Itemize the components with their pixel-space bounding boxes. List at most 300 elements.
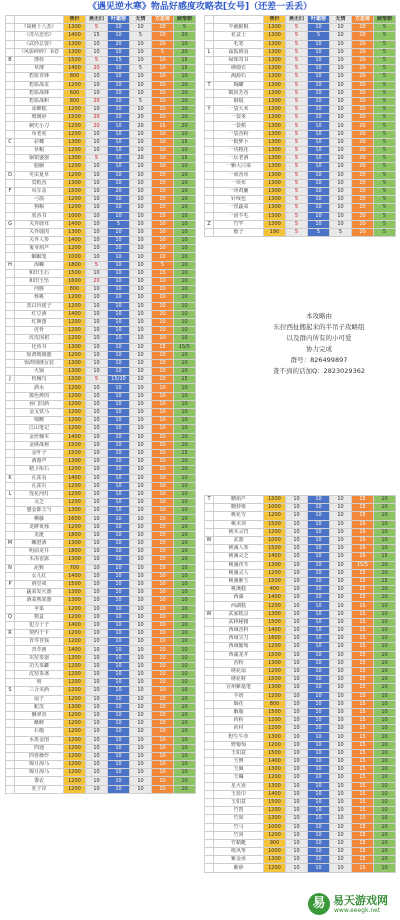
item-name: 苹果 [15,605,64,613]
group-letter [6,777,15,785]
item-name: 武器 [214,536,264,544]
group-letter [6,482,15,490]
fang-sinan-cell: 10 [152,65,174,73]
fang-sinan-cell: 10 [152,335,174,343]
yan-wugui-cell: 10 [286,839,308,847]
ye-shuanghan-cell: 10 [108,310,130,318]
yan-wugui-cell: 10 [86,621,108,629]
table-row [205,179,396,187]
ye-shuanghan-cell: 10 [308,798,330,806]
group-letter [6,531,15,539]
table-row [6,507,196,515]
gu-xizhao-cell: 5 [374,155,396,163]
group-letter [6,449,15,457]
wuqing-cell: 10 [130,384,152,392]
fang-sinan-cell: 10 [152,630,174,638]
header-cell-blank [6,16,15,24]
fang-sinan-cell: 10 [152,646,174,654]
table-row [205,741,396,749]
group-letter [6,24,15,32]
table-row [205,40,396,48]
group-letter [205,528,214,536]
gu-xizhao-cell: 10 [174,261,196,269]
ye-shuanghan-cell: 10 [108,605,130,613]
ye-shuanghan-cell: 10 [108,409,130,417]
table-row [205,196,396,204]
price-cell: 1300 [64,40,86,48]
price-cell: 1000 [264,823,286,831]
ye-shuanghan-cell: 10 [108,245,130,253]
wuqing-cell: 10 [130,777,152,785]
ye-shuanghan-cell: 10 [108,384,130,392]
fang-sinan-cell: 10 [152,523,174,531]
yan-wugui-cell: 10 [286,856,308,864]
header-cell-blank [15,16,64,24]
table-row [6,73,196,81]
ye-shuanghan-cell: 10 [308,147,330,155]
ye-shuanghan-cell: 10 [108,671,130,679]
yan-wugui-cell: 10 [286,553,308,561]
table-row [6,294,196,302]
fang-sinan-cell: 10 [152,73,174,81]
price-cell: 1400 [64,65,86,73]
price-cell: 1400 [64,474,86,482]
group-letter: H [6,261,15,269]
gu-xizhao-cell: 5 [374,163,396,171]
ye-shuanghan-cell: 10 [108,335,130,343]
fang-sinan-cell: 10 [152,564,174,572]
table-row [205,749,396,757]
wuqing-cell: 10 [130,220,152,228]
yan-wugui-cell: 10 [86,417,108,425]
item-name: 玉如意 [214,749,264,757]
yan-wugui-cell: 10 [86,580,108,588]
fang-sinan-cell: 20 [352,81,374,89]
gu-xizhao-cell: 10 [174,711,196,719]
ye-shuanghan-cell: 10 [108,269,130,277]
fang-sinan-cell: 10 [152,163,174,171]
fang-sinan-cell: 15 [352,766,374,774]
ye-shuanghan-cell: 10 [308,618,330,626]
ye-shuanghan-cell: 10 [308,155,330,163]
wuqing-cell: 10 [130,106,152,114]
table-row [6,695,196,703]
group-letter [6,597,15,605]
gu-xizhao-cell: 10 [374,561,396,569]
table-row [6,580,196,588]
yan-wugui-cell: 10 [86,351,108,359]
fang-sinan-cell: 10 [152,679,174,687]
group-letter [6,556,15,564]
fang-sinan-cell: 20 [352,56,374,64]
fang-sinan-cell: 20 [352,171,374,179]
yan-wugui-cell: 10 [86,752,108,760]
ye-shuanghan-cell: 10 [308,667,330,675]
price-cell: 1300 [64,155,86,163]
group-letter: T [205,81,214,89]
group-letter [205,586,214,594]
group-letter [6,327,15,335]
fang-sinan-cell: 20 [352,204,374,212]
ye-shuanghan-cell: 10 [108,687,130,695]
group-letter [6,48,15,56]
wuqing-cell: 10 [330,643,352,651]
price-cell: 1200 [64,679,86,687]
group-letter [205,196,214,204]
group-letter [205,651,214,659]
ye-shuanghan-cell: 10 [108,302,130,310]
wuqing-cell: 10 [330,520,352,528]
table-row [6,343,196,351]
group-letter [205,782,214,790]
ye-shuanghan-cell: 10 [108,736,130,744]
item-name: 纸风筝 [214,848,264,856]
group-letter [6,359,15,367]
item-name: 西域香料 [214,627,264,635]
price-cell: 1300 [64,368,86,376]
fang-sinan-cell: 10 [152,106,174,114]
table-row [6,220,196,228]
wuqing-cell: 10 [130,671,152,679]
price-cell: 1200 [264,643,286,651]
ye-shuanghan-cell: 10 [108,540,130,548]
table-row [6,32,196,40]
group-letter [205,741,214,749]
ye-shuanghan-cell: 10 [308,864,330,872]
yan-wugui-cell: 10 [286,798,308,806]
group-letter [205,553,214,561]
yan-wugui-cell: 5 [286,24,308,32]
gu-xizhao-cell: 10 [174,679,196,687]
yan-wugui-cell: 10 [286,667,308,675]
gu-xizhao-cell: 10 [374,512,396,520]
ye-shuanghan-cell: 10 [108,466,130,474]
price-cell: 1200 [64,327,86,335]
fang-sinan-cell: 10 [152,671,174,679]
fang-sinan-cell: 20 [352,24,374,32]
gu-xizhao-cell: 5 [374,73,396,81]
wuqing-cell: 10 [130,769,152,777]
price-cell: 1300 [264,130,286,138]
fang-sinan-cell: 15 [352,684,374,692]
group-letter [6,441,15,449]
wuqing-cell: 10 [330,798,352,806]
item-name: 紫金壶 [214,856,264,864]
ye-shuanghan-cell: 10 [108,196,130,204]
item-name: 碧血战锋 [15,89,64,97]
group-letter [6,228,15,236]
yan-wugui-cell: 10 [286,496,308,504]
item-name: 紫砂 [214,864,264,872]
gu-xizhao-cell: 10 [174,531,196,539]
price-cell: 1300 [264,155,286,163]
price-cell: 1500 [264,520,286,528]
price-cell: 190 [264,228,286,236]
yan-wugui-cell: 10 [286,512,308,520]
fang-sinan-cell: 20 [352,220,374,228]
wuqing-cell: 10 [130,187,152,195]
ye-shuanghan-cell: 10 [308,520,330,528]
fang-sinan-cell: 10 [152,458,174,466]
price-cell: 1400 [64,433,86,441]
fang-sinan-cell: 15 [352,848,374,856]
fang-sinan-cell: 15 [352,856,374,864]
price-cell: 1500 [264,618,286,626]
yan-wugui-cell: 10 [286,725,308,733]
item-name: 金戈铁马 [15,409,64,417]
table-row [205,594,396,602]
price-cell: 1500 [64,56,86,64]
group-letter [6,605,15,613]
ye-shuanghan-cell: 10 [108,89,130,97]
group-letter [6,130,15,138]
ye-shuanghan-cell: 10 [308,733,330,741]
table-row [205,667,396,675]
wuqing-cell: 10 [130,376,152,384]
yan-wugui-cell: 10 [86,531,108,539]
price-cell: 1000 [264,504,286,512]
price-cell: 1400 [64,621,86,629]
ye-shuanghan-cell: 10 [108,179,130,187]
item-name: 功夫茶罐 [15,662,64,670]
wuqing-cell: 10 [330,24,352,32]
fang-sinan-cell: 10 [152,351,174,359]
fang-sinan-cell: 10 [152,777,174,785]
fang-sinan-cell: 10 [152,294,174,302]
ye-shuanghan-cell: 10 [308,766,330,774]
ye-shuanghan-cell: 10 [308,561,330,569]
ye-shuanghan-cell: 10 [108,171,130,179]
table-row [205,725,396,733]
table-row [205,106,396,114]
fang-sinan-cell: 15 [352,831,374,839]
fang-sinan-cell: 15 [352,749,374,757]
ye-shuanghan-cell: 10 [108,630,130,638]
group-letter: J [6,376,15,384]
item-name: 薄荷 [15,56,64,64]
table-row [205,512,396,520]
yan-wugui-cell: 10 [86,449,108,457]
table-row [205,733,396,741]
group-letter: Y [205,106,214,114]
group-letter [205,504,214,512]
yan-wugui-cell: 20 [86,97,108,105]
price-cell: 1200 [64,671,86,679]
ye-shuanghan-cell: 10 [108,482,130,490]
item-name: 狮翠香 [15,711,64,719]
table-row [6,122,196,130]
price-cell: 1600 [264,635,286,643]
yan-wugui-cell: 10 [286,774,308,782]
yan-wugui-cell: 10 [86,597,108,605]
item-name: 桃溪人参 [214,545,264,553]
yan-wugui-cell: 10 [86,761,108,769]
credits-group-number: 群号：826499897 [290,356,348,364]
item-name: 青寿菩钱 [15,638,64,646]
group-letter [6,89,15,97]
item-name: 碧血战帜 [15,97,64,105]
ye-shuanghan-cell: 10 [108,679,130,687]
credits-line: 协力完成 [306,345,332,353]
fang-sinan-cell: 10 [152,89,174,97]
ye-shuanghan-cell: 10 [308,73,330,81]
yan-wugui-cell: 10 [86,237,108,245]
price-cell: 1500 [264,651,286,659]
fang-sinan-cell: 10 [152,368,174,376]
item-name: 虎骨 [15,327,64,335]
ye-shuanghan-cell: 10 [308,40,330,48]
table-row [205,155,396,163]
gu-xizhao-cell: 10 [374,856,396,864]
gu-xizhao-cell: 10 [174,196,196,204]
price-cell: 1200 [64,687,86,695]
gu-xizhao-cell: 10 [374,774,396,782]
fang-sinan-cell: 15 [352,610,374,618]
price-cell: 800 [64,286,86,294]
ye-shuanghan-cell: 10 [108,769,130,777]
table-row [6,245,196,253]
group-letter [6,679,15,687]
ye-shuanghan-cell: 10 [308,114,330,122]
fang-sinan-cell: 10 [152,695,174,703]
gu-xizhao-cell: 10 [174,548,196,556]
yan-wugui-cell: 10 [86,441,108,449]
yan-wugui-cell: 10 [86,147,108,155]
ye-shuanghan-cell: 20 [108,40,130,48]
price-cell: 1000 [64,212,86,220]
gu-xizhao-cell: 10 [174,302,196,310]
yan-wugui-cell: 5 [286,106,308,114]
yan-wugui-cell: 10 [86,368,108,376]
item-name: 碧血战龙 [15,81,64,89]
yan-wugui-cell: 5 [86,376,108,384]
table-row [205,114,396,122]
wuqing-cell: 10 [130,228,152,236]
table-row [6,474,196,482]
table-row [6,499,196,507]
yan-wugui-cell: 10 [286,635,308,643]
wuqing-cell: 10 [130,720,152,728]
group-letter [205,569,214,577]
fang-sinan-cell: 10 [152,245,174,253]
price-cell: 1300 [64,507,86,515]
wuqing-cell: 10 [330,179,352,187]
yan-wugui-cell: 10 [286,594,308,602]
ye-shuanghan-cell: 10 [108,294,130,302]
wuqing-cell: 10 [330,749,352,757]
price-cell: 1200 [64,204,86,212]
group-letter: N [6,564,15,572]
item-name: 一颗大白菜 [214,163,264,171]
item-name: 竹马 [214,823,264,831]
wuqing-cell: 10 [330,97,352,105]
gu-xizhao-cell: 5 [374,187,396,195]
price-cell: 1200 [64,605,86,613]
wuqing-cell: 10 [330,594,352,602]
wuqing-cell: 10 [330,610,352,618]
fang-sinan-cell: 10 [152,687,174,695]
table-row [6,425,196,433]
yan-wugui-cell: 10 [86,572,108,580]
price-cell: 1800 [64,261,86,269]
yan-wugui-cell: 10 [86,245,108,253]
fang-sinan-cell: 10 [152,187,174,195]
item-name: 羊奶 [214,692,264,700]
yan-wugui-cell: 10 [286,569,308,577]
gu-xizhao-cell: 10 [174,597,196,605]
ye-shuanghan-cell: 10 [308,708,330,716]
fang-sinan-cell: 15 [352,553,374,561]
price-cell: 1200 [64,466,86,474]
fang-sinan-cell: 15 [352,536,374,544]
gu-xizhao-cell: 10 [174,269,196,277]
table-row [205,782,396,790]
fang-sinan-cell: 15 [352,520,374,528]
wuqing-cell: 10 [130,147,152,155]
item-name: 布老虎 [15,130,64,138]
group-letter [205,40,214,48]
price-cell: 1300 [264,106,286,114]
wuqing-cell: 10 [130,237,152,245]
item-name: 桃木灵符 [214,528,264,536]
group-letter [6,147,15,155]
wuqing-cell: 10 [130,294,152,302]
fang-sinan-cell: 15 [352,774,374,782]
table-row [6,286,196,294]
group-letter [6,523,15,531]
wuqing-cell: 10 [130,56,152,64]
table-row [6,302,196,310]
gu-xizhao-cell: 10 [374,766,396,774]
price-cell: 1300 [264,32,286,40]
price-cell: 1300 [64,48,86,56]
item-name: 龙涎 [15,531,64,539]
gu-xizhao-cell: 15 [174,56,196,64]
yan-wugui-cell: 5 [286,204,308,212]
group-letter [205,659,214,667]
group-letter [205,815,214,823]
price-cell: 1300 [264,179,286,187]
price-cell: 1300 [264,138,286,146]
item-name: 沈窑茶盏 [15,671,64,679]
yan-wugui-cell: 10 [86,499,108,507]
fang-sinan-cell: 10 [152,433,174,441]
table-row [6,97,196,105]
fang-sinan-cell: 20 [352,212,374,220]
table-row [6,711,196,719]
wuqing-cell: 10 [330,569,352,577]
gu-xizhao-cell: 10 [174,425,196,433]
ye-shuanghan-cell: 10 [108,163,130,171]
fang-sinan-cell: 20 [352,106,374,114]
price-cell: 1300 [64,24,86,32]
table-row [6,630,196,638]
price-cell: 1200 [264,807,286,815]
yan-wugui-cell: 10 [286,708,308,716]
yan-wugui-cell: 10 [86,48,108,56]
wuqing-cell: 10 [330,848,352,856]
header-cell: 方思南 [352,16,374,24]
fang-sinan-cell: 10 [152,384,174,392]
price-cell: 1500 [264,798,286,806]
wuqing-cell: 10 [330,163,352,171]
item-name: 桃木剑 [214,520,264,528]
ye-shuanghan-cell: 10 [108,474,130,482]
gu-xizhao-cell: 10 [374,839,396,847]
gu-xizhao-cell: 10 [174,163,196,171]
fang-sinan-cell: 15 [352,700,374,708]
item-name: 刻 [15,679,64,687]
